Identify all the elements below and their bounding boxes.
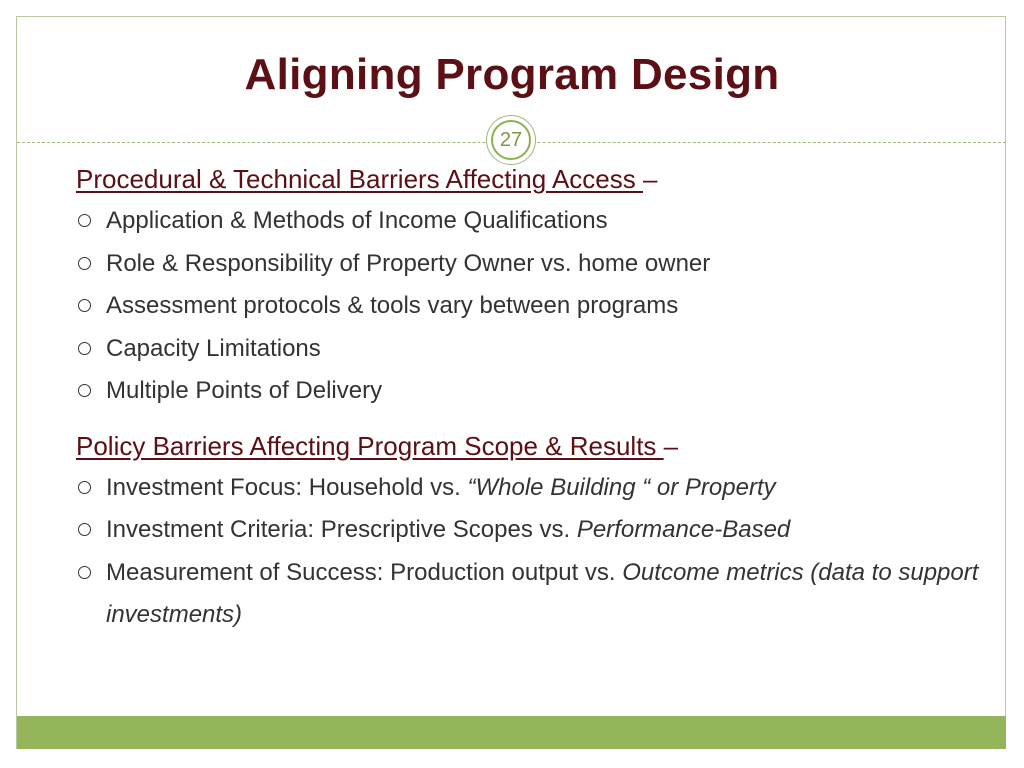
list-item-text: Assessment protocols & tools vary between programs [106,292,679,319]
slide-content [76,160,986,637]
section-heading-dash: – [643,164,658,194]
circle-bullet-icon [78,384,91,397]
list-item [76,328,986,371]
list-item-text: Capacity Limitations [106,334,321,362]
list-item-italic-text: “Whole Building “ or Property [467,473,776,501]
circle-bullet-icon [78,214,91,227]
list-item-text: Measurement of Success: Production output vs. [106,558,623,586]
list-item [76,552,986,637]
list-item-text: Application & Methods of Income Qualifications [106,207,608,234]
list-item-italic-text: Outcome metrics (data to support investments) [106,558,979,628]
page-number: 27 [491,120,531,160]
procedural-barriers-list [76,200,986,413]
policy-barriers-list [76,467,986,637]
page-number-badge [486,115,536,165]
list-item [76,243,986,286]
circle-bullet-icon [78,299,91,312]
circle-bullet-icon [78,566,91,579]
list-item [76,200,986,243]
section-heading-text: Policy Barriers Affecting Program Scope & Results [76,430,664,461]
list-item [76,467,986,510]
section-heading-policy [76,427,986,465]
circle-bullet-icon [78,342,91,355]
section-heading-dash: – [663,430,679,461]
circle-bullet-icon [78,481,91,494]
footer-accent-bar [17,716,1006,749]
list-item-text: Role & Responsibility of Property Owner vs. home owner [106,249,711,277]
circle-bullet-icon [78,523,91,536]
list-item-text: Investment Focus: Household vs. [106,473,468,501]
list-item [76,285,986,328]
circle-bullet-icon [78,257,91,270]
list-item-text: Investment Criteria: Prescriptive Scopes vs. [106,516,577,543]
list-item-italic-text: Performance-Based [576,516,791,543]
section-heading-procedural [76,160,986,198]
section-heading-text: Procedural & Technical Barriers Affecting Access [76,164,643,194]
list-item [76,509,986,552]
slide-title: Aligning Program Design [244,50,780,99]
list-item [76,370,986,413]
list-item-text: Multiple Points of Delivery [106,377,383,404]
